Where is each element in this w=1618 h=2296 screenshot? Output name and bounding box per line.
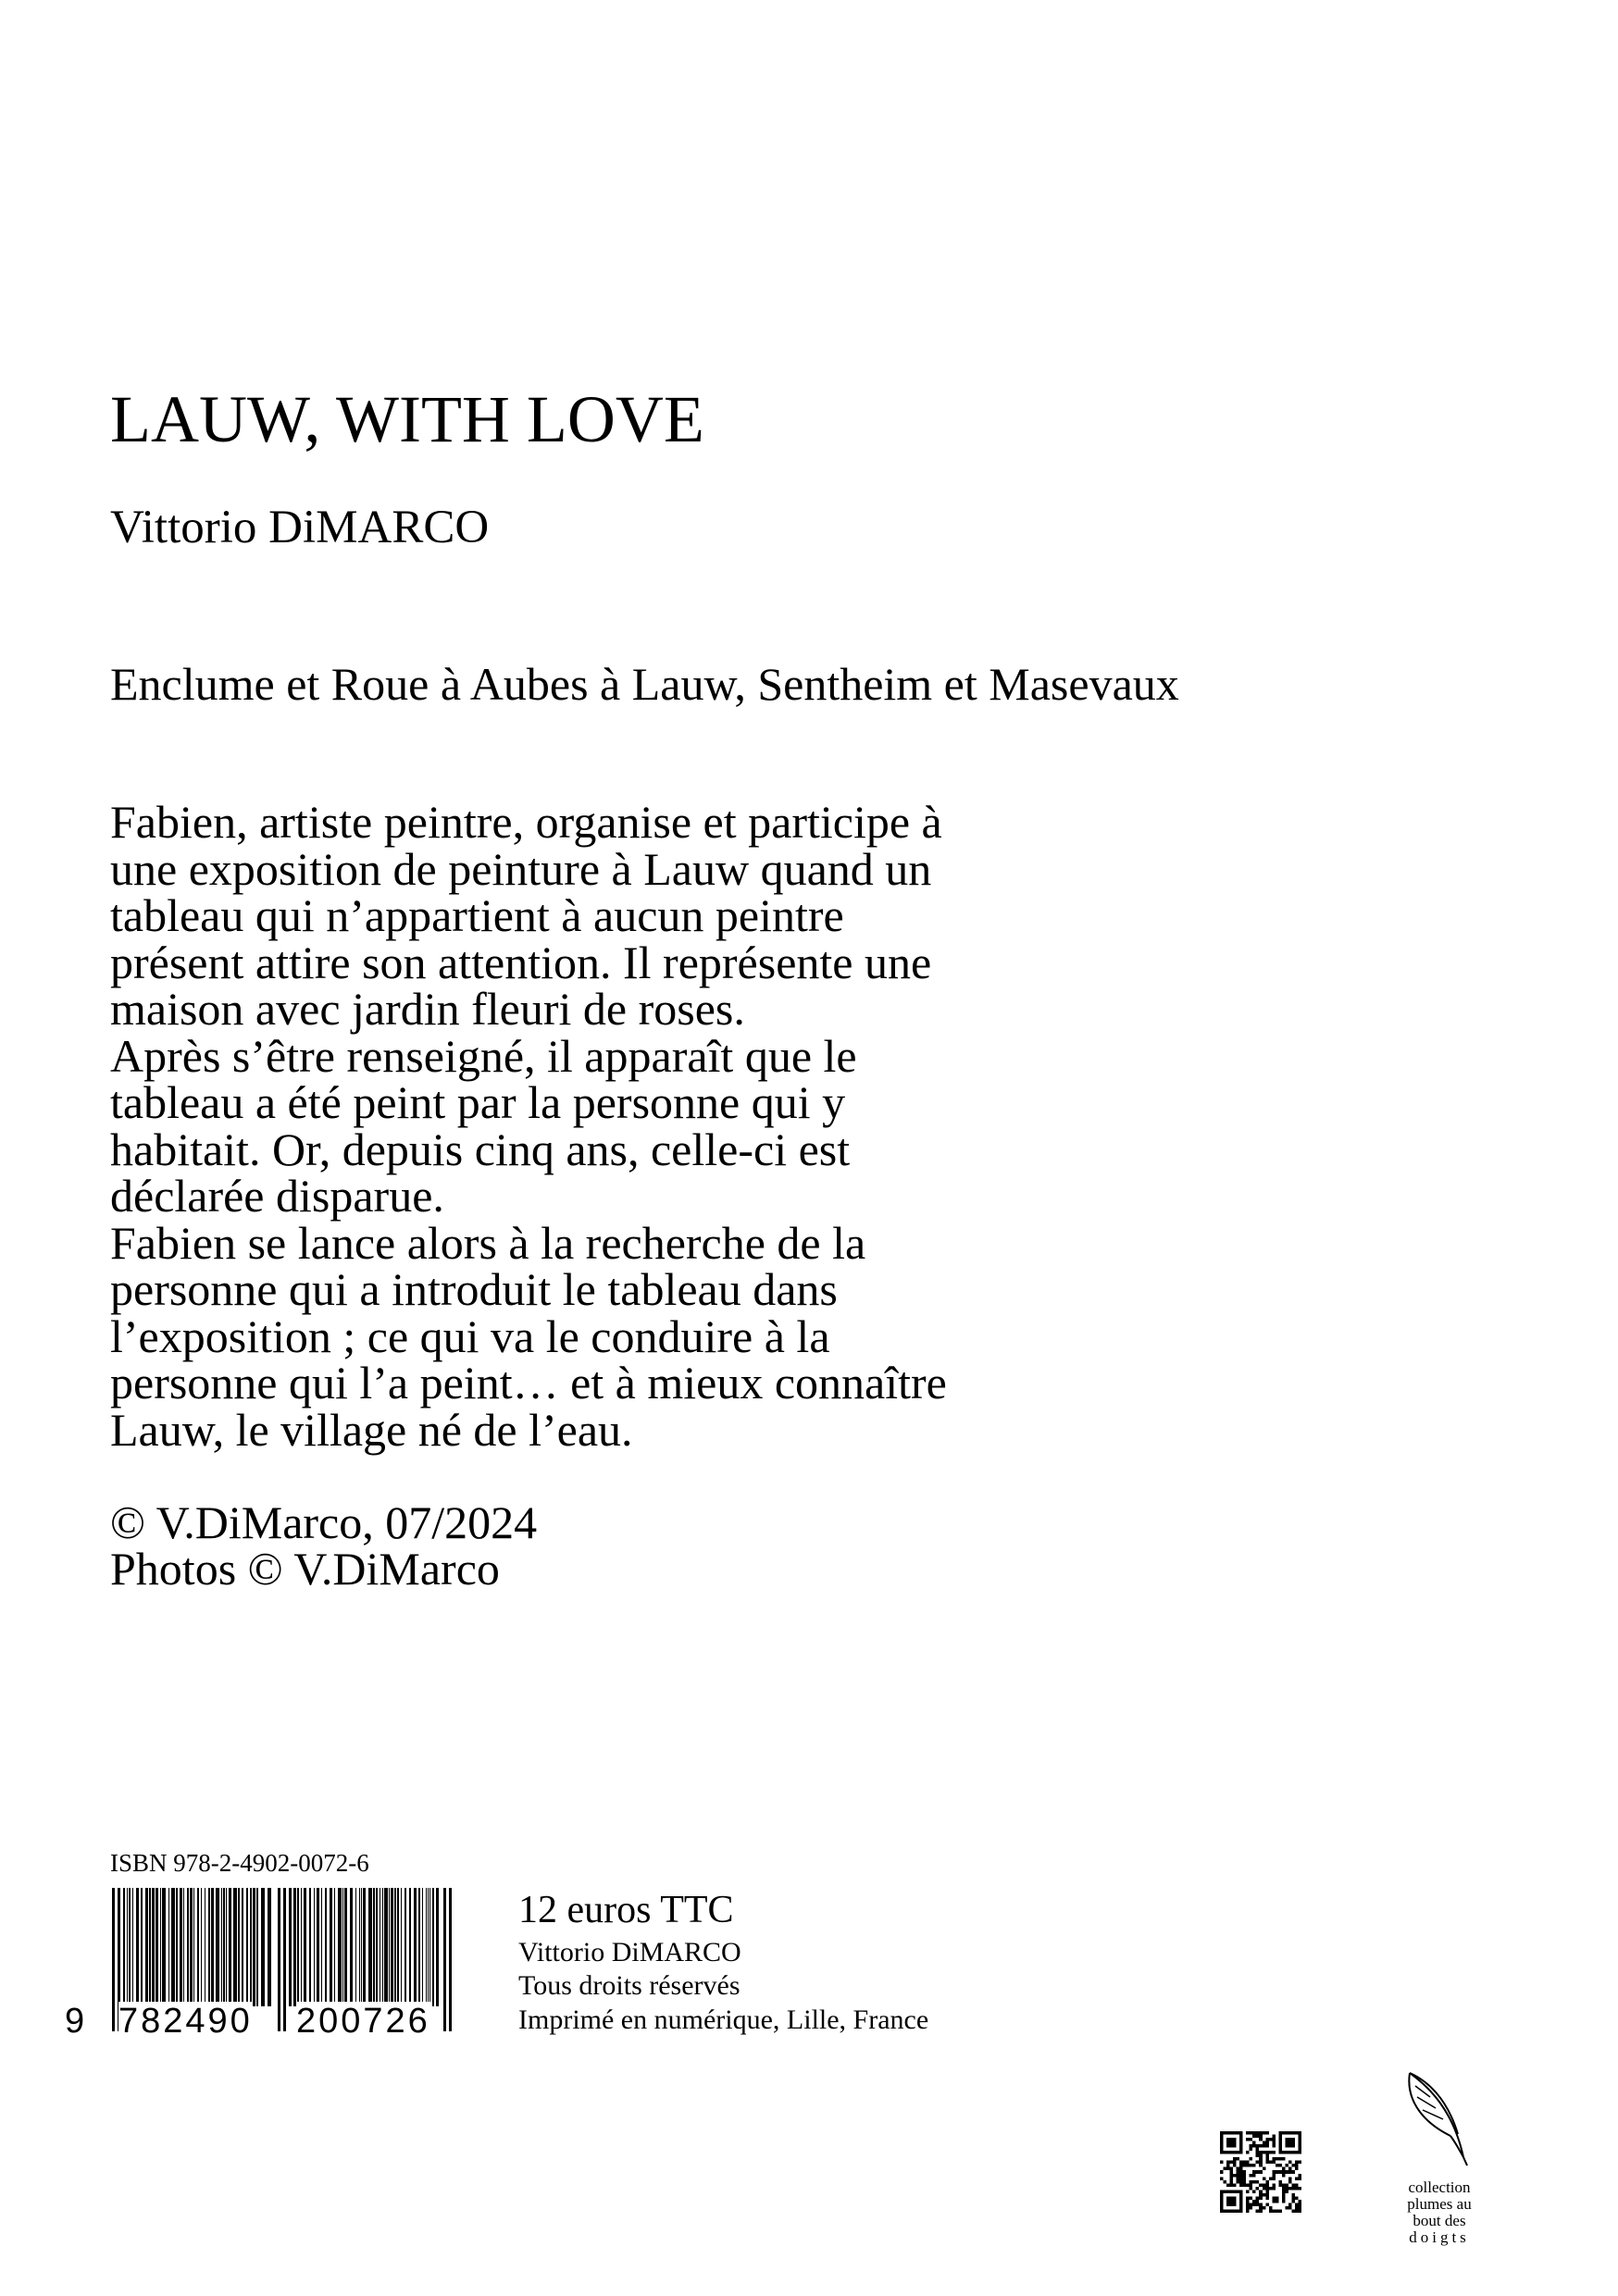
- collection-line: bout des: [1413, 2212, 1466, 2229]
- barcode-digit-first: 9: [65, 2002, 85, 2041]
- synopsis-line: présent attire son attention. Il représente une: [110, 936, 932, 988]
- copyright-block: [110, 1496, 538, 1595]
- collection-line: collection: [1408, 2178, 1471, 2196]
- isbn-label: ISBN 978-2-4902-0072-6: [110, 1849, 369, 1877]
- barcode-digits-left: 782490: [118, 2002, 253, 2041]
- synopsis-line: Fabien, artiste peintre, organise et participe à: [110, 796, 942, 848]
- synopsis-line: tableau qui n’appartient à aucun peintre: [110, 889, 844, 941]
- synopsis-line: Fabien se lance alors à la recherche de la: [110, 1216, 866, 1269]
- synopsis-line: Lauw, le village né de l’eau.: [110, 1403, 633, 1456]
- collection-label: [1393, 2179, 1486, 2246]
- book-title: LAUW, WITH LOVE: [110, 382, 704, 456]
- synopsis-line: personne qui a introduit le tableau dans: [110, 1263, 838, 1315]
- synopsis-line: habitait. Or, depuis cinq ans, celle-ci est: [110, 1123, 851, 1175]
- synopsis-line: tableau a été peint par la personne qui y: [110, 1076, 846, 1128]
- book-subtitle: Enclume et Roue à Aubes à Lauw, Sentheim et Masevaux: [110, 658, 1179, 710]
- synopsis-line: personne qui l’a peint… et à mieux connaître: [110, 1357, 947, 1409]
- synopsis-line: maison avec jardin fleuri de roses.: [110, 983, 745, 1035]
- synopsis-line: Après s’être renseigné, il apparaît que le: [110, 1029, 857, 1082]
- imprint-author: Vittorio DiMARCO: [518, 1937, 741, 1967]
- photos-copyright: Photos © V.DiMarco: [110, 1543, 500, 1595]
- print-location: Imprimé en numérique, Lille, France: [518, 2004, 929, 2035]
- barcode-digits: [65, 2002, 454, 2041]
- synopsis-line: déclarée disparue.: [110, 1170, 444, 1222]
- synopsis-line: l’exposition ; ce qui va le conduire à la: [110, 1309, 830, 1362]
- collection-line: plumes au: [1407, 2195, 1472, 2213]
- collection-line: doigts: [1409, 2228, 1470, 2246]
- feather-icon: [1402, 2069, 1476, 2171]
- barcode-digits-right: 200726: [296, 2002, 430, 2041]
- book-author: Vittorio DiMARCO: [110, 502, 490, 553]
- price: 12 euros TTC: [518, 1889, 734, 1931]
- qr-code-icon: [1220, 2131, 1301, 2213]
- synopsis: [110, 796, 1406, 1456]
- rights-notice: Tous droits réservés: [518, 1970, 741, 2001]
- synopsis-line: une exposition de peinture à Lauw quand un: [110, 842, 932, 895]
- copyright-text: © V.DiMarco, 07/2024: [110, 1496, 538, 1548]
